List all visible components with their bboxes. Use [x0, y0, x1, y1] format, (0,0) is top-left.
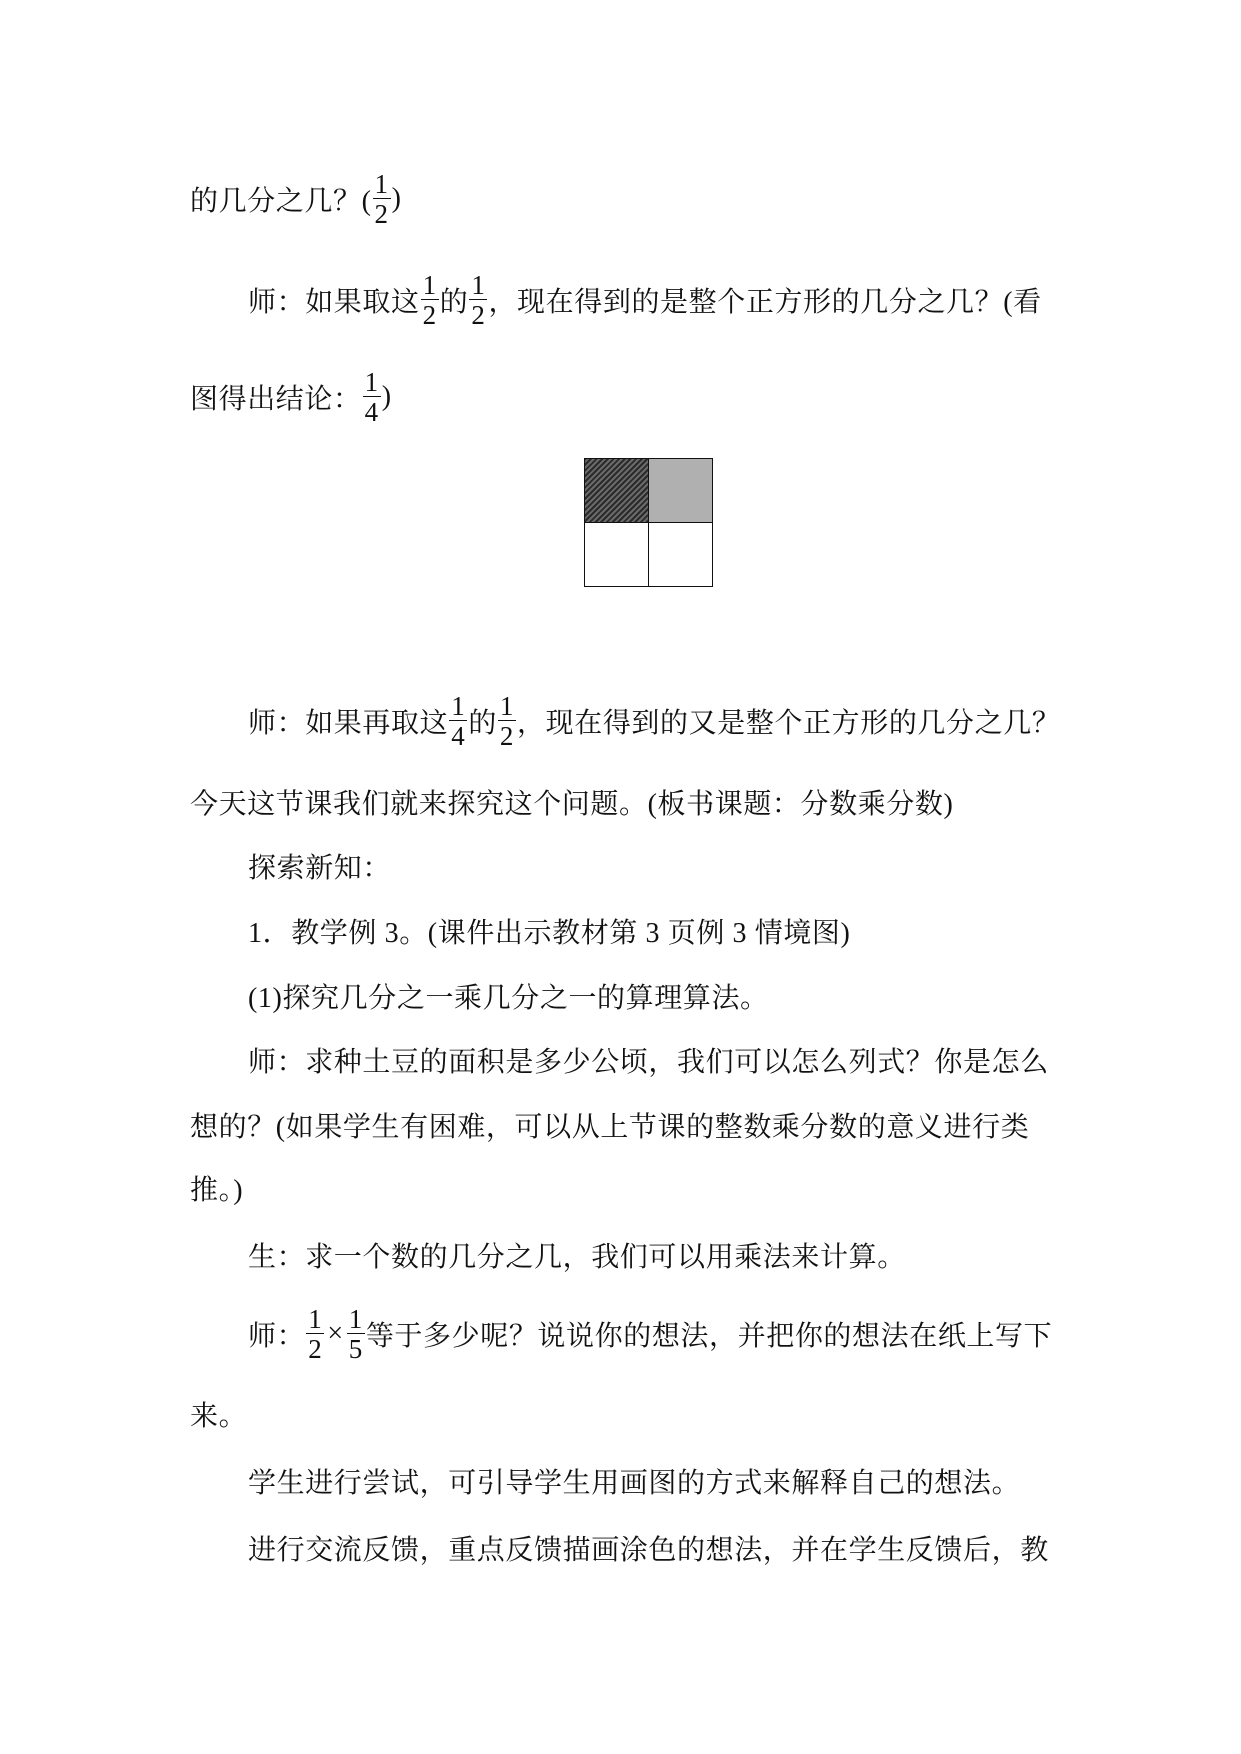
fraction [363, 369, 381, 425]
fraction-denominator: 4 [364, 397, 379, 427]
hatched-quarter [585, 459, 649, 523]
fraction-numerator: 1 [471, 270, 486, 300]
text-segment: 的 [468, 708, 497, 739]
fraction-denominator: 5 [348, 1334, 363, 1364]
paragraph-line-7 [248, 901, 850, 961]
text-segment: 等于多少呢？说说你的想法，并把你的想法在纸上写下 [365, 1321, 1053, 1352]
fraction [306, 1306, 324, 1362]
fraction-numerator: 1 [308, 1304, 323, 1334]
paragraph-line-3 [190, 367, 392, 427]
text-segment: ，现在得到的又是整个正方形的几分之几？ [517, 708, 1061, 739]
paragraph-line-5 [190, 772, 953, 832]
text-segment: 1．教学例 3。(课件出示教材第 3 页例 3 情境图) [248, 918, 851, 949]
text-segment: 探索新知： [248, 853, 392, 884]
text-segment: 进行交流反馈，重点反馈描画涂色的想法，并在学生反馈后，教 [248, 1535, 1049, 1566]
text-segment: 推。) [190, 1175, 244, 1206]
text-segment: (1)探究几分之一乘几分之一的算理算法。 [248, 983, 769, 1014]
text-segment: 生：求一个数的几分之几，我们可以用乘法来计算。 [248, 1242, 906, 1273]
text-segment: 图得出结论： [190, 384, 362, 415]
paragraph-line-8 [248, 966, 769, 1026]
paragraph-line-11 [190, 1158, 243, 1218]
paragraph-line-2 [248, 270, 1042, 330]
text-segment: 想的？(如果学生有困难，可以从上节课的整数乘分数的意义进行类 [190, 1112, 1030, 1143]
paragraph-line-4 [248, 691, 1060, 751]
paragraph-line-1 [190, 169, 402, 229]
blank-quarter [585, 523, 649, 587]
quartered-square-figure [584, 458, 713, 587]
text-segment: ，现在得到的是整个正方形的几分之几？(看 [488, 287, 1042, 318]
text-segment: 来。 [190, 1401, 248, 1432]
fraction [421, 272, 439, 328]
text-segment: ) [381, 381, 392, 412]
fraction [373, 171, 391, 227]
text-segment: ) [391, 183, 402, 214]
paragraph-line-15 [248, 1451, 1020, 1511]
paragraph-line-9 [248, 1030, 1049, 1090]
paragraph-line-16 [248, 1518, 1049, 1578]
text-segment: 的几分之几？( [190, 186, 372, 217]
fraction-numerator: 1 [348, 1304, 363, 1334]
paragraph-line-14 [190, 1384, 247, 1444]
text-segment: 师： [248, 1321, 306, 1352]
fraction-numerator: 1 [374, 169, 389, 199]
paragraph-line-13 [248, 1304, 1052, 1364]
fraction-denominator: 2 [308, 1334, 323, 1364]
fraction-numerator: 1 [451, 691, 466, 721]
text-segment: 今天这节课我们就来探究这个问题。(板书课题：分数乘分数) [190, 789, 954, 820]
text-segment: 师：如果取这 [248, 287, 420, 318]
fraction-numerator: 1 [499, 691, 515, 721]
fraction [469, 272, 487, 328]
shaded-quarter [649, 459, 713, 523]
text-segment: 学生进行尝试，可引导学生用画图的方式来解释自己的想法。 [248, 1468, 1021, 1499]
fraction-numerator: 1 [422, 270, 437, 300]
paragraph-line-12 [248, 1225, 906, 1285]
fraction-denominator: 2 [374, 199, 389, 229]
fraction-denominator: 2 [422, 300, 437, 330]
fraction-numerator: 1 [364, 367, 379, 397]
fraction [347, 1306, 365, 1362]
fraction-denominator: 2 [499, 721, 515, 751]
fraction [449, 693, 467, 749]
blank-quarter [649, 523, 713, 587]
text-segment: 师：求种土豆的面积是多少公顷，我们可以怎么列式？你是怎么 [248, 1047, 1049, 1078]
section-heading [248, 836, 391, 896]
fraction-denominator: 4 [451, 721, 466, 751]
multiply-sign: × [327, 1318, 344, 1349]
text-segment: 的 [439, 287, 469, 318]
fraction-denominator: 2 [471, 300, 486, 330]
fraction [498, 693, 516, 749]
text-segment: 师：如果再取这 [248, 708, 449, 739]
paragraph-line-10 [190, 1095, 1029, 1155]
